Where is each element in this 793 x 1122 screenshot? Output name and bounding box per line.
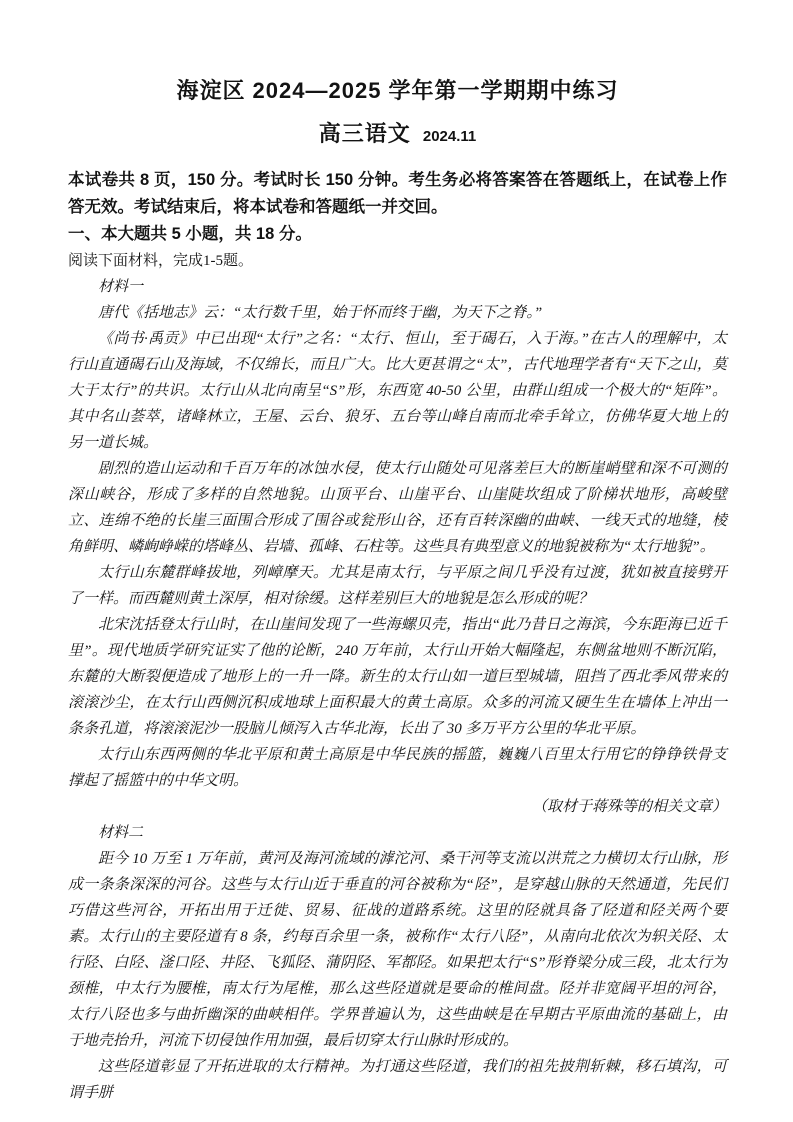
- material-one-paragraph-5: 北宋沈括登太行山时，在山崖间发现了一些海螺贝壳，指出“此乃昔日之海滨，今东距海已近千里”。现代地质学研究证实了他的论断，240 万年前，太行山开始大幅隆起，东侧盆地则不断沉陷，东麓的大断裂便造成了地形上的一升一降。新生的太行山如一道巨型城墙，阻挡了西北季风带来的滚滚沙尘，在太行山西侧沉积成地球上面积最大的黄土高原。众多的河流又硬生生在墙体上冲出一条条孔道，将滚滚泥沙一股脑儿倾泻入古华北海，长出了 30 多万平方公里的华北平原。: [68, 617, 727, 737]
- material-one-paragraph-3: 剧烈的造山运动和千百万年的冰蚀水侵，使太行山随处可见落差巨大的断崖峭壁和深不可测的深山峡谷，形成了多样的自然地貌。山顶平台、山崖平台、山崖陡坎组成了阶梯状地形，高峻壁立、连绵不绝的长崖三面围合形成了围谷或瓮形山谷，还有百转深幽的曲峡、一线天式的地缝，棱角鲜明、嶙峋峥嵘的塔峰丛、岩墙、孤峰、石柱等。这些具有典型意义的地貌被称为“太行地貌”。: [68, 461, 727, 555]
- material-one-paragraph-6: 太行山东西两侧的华北平原和黄土高原是中华民族的摇篮，巍巍八百里太行用它的铮铮铁骨支撑起了摇篮中的中华文明。: [68, 747, 727, 789]
- reading-instruction: 阅读下面材料，完成1-5题。: [68, 253, 253, 269]
- subject-grade-label: 高三语文: [318, 121, 411, 146]
- material-one-paragraph-2: 《尚书·禹贡》中已出现“太行”之名：“太行、恒山，至于碣石，入于海。”在古人的理解中，太行山直通碣石山及海域，不仅绵长，而且广大。比大更甚谓之“太”，古代地理学者有“天下之山，莫大于太行”的共识。太行山从北向南呈“S”形，东西宽 40-50 公里，由群山组成一个极大的“矩阵”。其中名山荟萃，诸峰林立，王屋、云台、狼牙、五台等山峰自南而北牵手耸立，仿佛华夏大地上的另一道长城。: [68, 331, 727, 451]
- material-one-paragraph-4: 太行山东麓群峰拔地，列嶂摩天。尤其是南太行，与平原之间几乎没有过渡，犹如被直接劈开了一样。而西麓则黄土深厚，相对徐缓。这样差别巨大的地貌是怎么形成的呢？: [68, 565, 727, 607]
- exam-date: 2024.11: [422, 128, 477, 145]
- material-two-label: 材料二: [98, 825, 144, 841]
- material-two: [68, 820, 727, 1106]
- paper-title: 海淀区 2024—2025 学年第一学期期中练习: [176, 78, 619, 103]
- paper-subtitle: [68, 119, 727, 152]
- material-two-paragraph-1: 距今 10 万至 1 万年前，黄河及海河流域的滹沱河、桑干河等支流以洪荒之力横切太行山脉，形成一条条深深的河谷。这些与太行山近于垂直的河谷被称为“陉”，是穿越山脉的天然通道，先民们巧借这些河谷，开拓出用于迁徙、贸易、征战的道路系统。这里的陉就具备了陉道和陉关两个要素。太行山的主要陉道有 8 条，约每百余里一条，被称作“太行八陉”，从南向北依次为轵关陉、太行陉、白陉、滏口陉、井陉、飞狐陉、蒲阴陉、军都陉。如果把太行“S”形脊梁分成三段，北太行为颈椎，中太行为腰椎，南太行为尾椎，那么这些陉道就是要命的椎间盘。陉并非宽阔平坦的河谷，太行八陉也多与曲折幽深的曲峡相伴。学界普遍认为，这些曲峡是在早期古平原曲流的基础上，由于地壳抬升，河流下切侵蚀作用加强，最后切穿太行山脉时形成的。: [68, 851, 727, 1049]
- material-one-source: （取材于蒋殊等的相关文章）: [531, 799, 727, 815]
- material-one-paragraph-1: 唐代《括地志》云：“太行数千里，始于怀而终于幽，为天下之脊。”: [98, 305, 543, 321]
- exam-notice: 本试卷共 8 页，150 分。考试时长 150 分钟。考生务必将答案答在答题纸上，在试卷上作答无效。考试结束后，将本试卷和答题纸一并交回。: [68, 171, 727, 216]
- material-two-paragraph-2: 这些陉道彰显了开拓进取的太行精神。为打通这些陉道，我们的祖先披荆斩棘，移石填沟，可谓手胼: [68, 1059, 727, 1101]
- section-one-heading: 一、本大题共 5 小题，共 18 分。: [68, 225, 312, 243]
- material-one: [68, 274, 727, 820]
- material-one-label: 材料一: [98, 279, 144, 295]
